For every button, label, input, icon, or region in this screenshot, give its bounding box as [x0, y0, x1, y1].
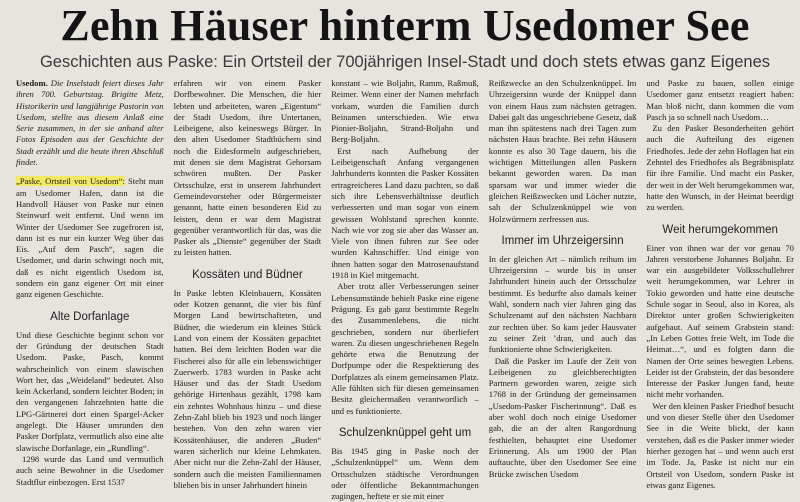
section-heading: Alte Dorfanlage: [50, 310, 130, 323]
column-5: [646, 78, 794, 490]
paragraph-text: Steht man am Usedomer Hafen, dann ist die Handvoll Häuser von Paske nur einen Steinwurf weit entfernt. Und wenn im Winter der Usedomer See zugefroren ist, dann ist es nur ein kurzer Weg über das Eis. „Auf dem Pasch“, sagen die Usedomer, und darin schwingt noch mit, daß es nicht eigentlich Usedom ist, sondern ein ganz eigener Ort mit einer ganz eigenen Geschichte.: [16, 176, 164, 300]
paragraph: und Paske zu bauen, sollen einige Usedomer ganz entsetzt reagiert haben: Man bloß nicht, dann kommen die vom Pasch ja so schnell nach Usedom…: [646, 78, 794, 122]
article-body: [16, 78, 794, 502]
paragraph: Daß die Pasker im Laufe der Zeit von Leibeigenen zu gleichberechtigten Partnern geworden waren, zeigte sich 1768 in der Gründung der gemeinsamen „Usedom-Pasker Fischerinnung“. Daß es aber wohl doch noch einige Usedomer gab, die an der alten Rangordnung festhielten, behauptet eine Usedomer Erinnerung. Als um 1900 der Plan auftauchte, über den Usedomer See eine Brücke zwischen Usedom: [488, 355, 637, 479]
column-3: [331, 78, 479, 502]
intro-paragraph: [16, 78, 164, 168]
paragraph: Reißzwecke an den Schulzenknüppel. Im Uhrzeigersinn wurde der Knüppel dann von einem Haus zum nächsten getragen. Dabei galt das ungeschriebene Gesetz, daß man ihn spätestens nach drei Tagen zum nächsten Haus brachte. Bei zehn Häusern konnte es also 30 Tage dauern, bis die wichtigen Mitteilungen allen Paskern bekannt geworden waren. Da man sparsam war und immer wieder die gleichen Reißzwecken und Löcher nutzte, sah der Schulzenknüppel wie von Holzwürmern zerfressen aus.: [488, 78, 637, 224]
intro-text: Die Inselstadt feiert dieses Jahr ihren 700. Geburtstag. Brigitte Metz, Historikerin und langjährige Pastorin von Usedom, stellte aus diesem Anlaß eine Serie zusammen, in der sie anhand alter Fotos Episoden aus der Geschichte der Stadt erzählt und die heute ihren Abschluß findet.: [16, 78, 164, 168]
paragraph: Zu den Pasker Besonderheiten gehört auch die Aufteilung des eigenen Friedhofes. Jede der zehn Hoflagen hat ein Zehntel des Friedhofes als Begräbnisplatz für ihre Familie. Und macht ein Pasker, der weit in der Welt herumgekommen war, hatte den Wunsch, in der Heimat beerdigt zu werden.: [646, 123, 794, 213]
paragraph: In Paske lebten Kleinbauern, Kossäten oder Kotzen genannt, die vier bis fünf Morgen Land bewirtschafteten, und Büdner, die wiederum ein kleines Stück Land von einem der Kossäten gepachtet hatten. Bei dem leichten Boden war die Fischerei also für alle ein lebenswichtiger Zuerwerb. 1783 wurden in Paske acht Häuser und das der Stadt Usedom gehörige Hirtenhaus gezählt, 1798 kam ein zehntes Wohnhaus hinzu – und diese Zehn-Zahl blieb bis 1923 und noch länger bestehen. Von den zehn waren vier Kossätenhäuser, die anderen „Buden“ waren sicherlich nur kleine Lehmkaten. Aber nicht nur die Zehn-Zahl der Häuser, sondern auch die meisten Familiennamen blieben bis in unser Jahrhundert hinein: [173, 287, 322, 490]
paragraph: 1298 wurde das Land und vermutlich auch seine Bewohner in die Usedomer Stadtflur einbezogen. Erst 1537: [16, 453, 164, 487]
column-4: [488, 78, 637, 479]
paragraph: Einer von ihnen war der vor genau 70 Jahren verstorbene Johannes Boljahn. Er war ein ausgebildeter Volksschullehrer weit herumgekommen, war Lehrer in Tokio geworden und hatte eine deutsche Schule sogar in Seoul, also in Korea, als Direktor unter großen Schwierigkeiten aufgebaut. Auf seinem Grabstein stand: „In Leben Gottes freie Welt, im Tode die Heimat…“, und es folgten dann die Namen der Orte seines bewegten Lebens. Leider ist der Grabstein, der das besondere Interesse der Pasker Jungen fand, heute nicht mehr vorhanden.: [646, 242, 794, 400]
paragraph: Aber trotz aller Verbesserungen seiner Lebensumstände behielt Paske eine eigene Prägung. Es gab ganz bestimmte Regeln des Zusammenlebens, die nicht geschrieben, sondern nur überliefert waren. Zu diesen ungeschriebenen Regeln gehörte etwa die Benutzung der Dorfpumpe oder die Respektierung des Dorfplatzes als einem gemeinsamen Platz. Alle fühlten sich für diesen gemeinsamen Besitz gleichermaßen verantwortlich – und es funktionierte.: [331, 281, 479, 416]
highlighted-text: „Paske, Ortsteil von Usedom“:: [16, 176, 125, 187]
paragraph: In der gleichen Art – nämlich reihum im Uhrzeigersinn – wurde bis in unser Jahrhundert hinein auch der Ortsschulze bestimmt. Es bedurfte also damals keiner Wahl, sondern nach vier Jahren ging das Schulzenamt auf den nächsten Nachbarn zur rechten über. So kam jeder Hausvater zu seiner Zeit ’dran, und auch das funktionierte ohne Schwierigkeiten.: [488, 253, 637, 355]
paragraph: Bis 1945 ging in Paske noch der „Schulzenknüppel“ um. Wenn dem Ortsschulzen städtische Verordnungen oder öffentliche Bekanntmachungen zugingen, heftete er sie mit einer: [331, 445, 479, 502]
paragraph: erfahren wir von einem Pasker Dorfbewohner. Die Menschen, die hier lebten und arbeiteten, waren „Eigentum“ der Stadt Usedom, ihre Untertanen, Leibeigene, also keineswegs Bürger. In den alten Usedomer Stadtbüchern sind noch die Eidesformeln aufgeschrieben, mit denen sie dem Magistrat Gehorsam schwören mußten. Der Pasker Ortsschulze, erst in unserem Jahrhundert Gemeindevorsteher oder Bürgermeister genannt, hatte einen besonderen Eid zu leisten, denn er war dem Magistrat gegenüber verantwortlich für das, was die Pasker als „Dienste“ gegenüber der Stadt zu leisten hatten.: [173, 78, 322, 258]
column-2: [173, 78, 322, 490]
section-heading: Kossäten und Büdner: [192, 268, 303, 281]
dateline: Usedom.: [16, 78, 48, 88]
headline: Zehn Häuser hinterm Usedomer See: [60, 1, 750, 50]
section-heading: Immer im Uhrzeigersinn: [501, 234, 624, 247]
paragraph: [16, 176, 164, 300]
paragraph: konstant – wie Boljahn, Ramm, Raßmuß, Reimer. Wenn einer der Namen mehrfach vorkam, wurden die Familien durch Beinamen unterschieden. Wie etwa Pionier-Boljahn, Strand-Boljahn und Berg-Boljahn.: [331, 78, 479, 145]
paragraph: Wer den kleinen Pasker Friedhof besucht und von dieser Stelle über den Usedomer See in die Weite blickt, der kann verstehen, daß es die Pasker immer wieder hierher gezogen hat – und wenn auch erst im Tode. Ja, Paske ist nicht nur ein Ortsteil von Usedom, sondern Paske ist etwas ganz Eigenes.: [646, 400, 794, 490]
section-heading: Schulzenknüppel geht um: [338, 426, 472, 439]
paragraph: Erst nach Aufhebung der Leibeigenschaft Anfang vergangenen Jahrhunderts konnten die Pasker Kossäten ertragreicheres Land dazu pachten, so daß sich ihre Lebensverhältnisse deutlich verbesserten und man sogar von einem gewissen Wohlstand sprechen konnte. Nach wie vor zog sie aber das Wasser an. Viele von ihnen fuhren zur See oder wurden Kahnschiffer. Und einige von ihnen hatten sogar den Matrosenaufstand 1918 in Kiel mitgemacht.: [331, 145, 479, 281]
paragraph: Und diese Geschichte beginnt schon vor der Gründung der deutschen Stadt Usedom. Paske, Pasch, kommt wahrscheinlich von einem slawischen Wort her, das „Weideland“ bedeutet. Also kein Ackerland, sondern leichter Boden; in den vergangenen Jahrzehnten hatte die LPG-Gärtnerei dort einen Spargel-Acker angelegt. Die Häuser umrunden den Pasker Dorfplatz, vermutlich also eine alte slawische Dorfanlage, ein „Rundling“.: [16, 329, 164, 453]
section-heading: Weit herumgekommen: [662, 223, 778, 236]
subheadline: Geschichten aus Paske: Ein Ortsteil der 700jährigen Insel-Stadt und doch stets etwas ganz Eigenes: [39, 53, 771, 71]
column-1: [16, 78, 164, 487]
